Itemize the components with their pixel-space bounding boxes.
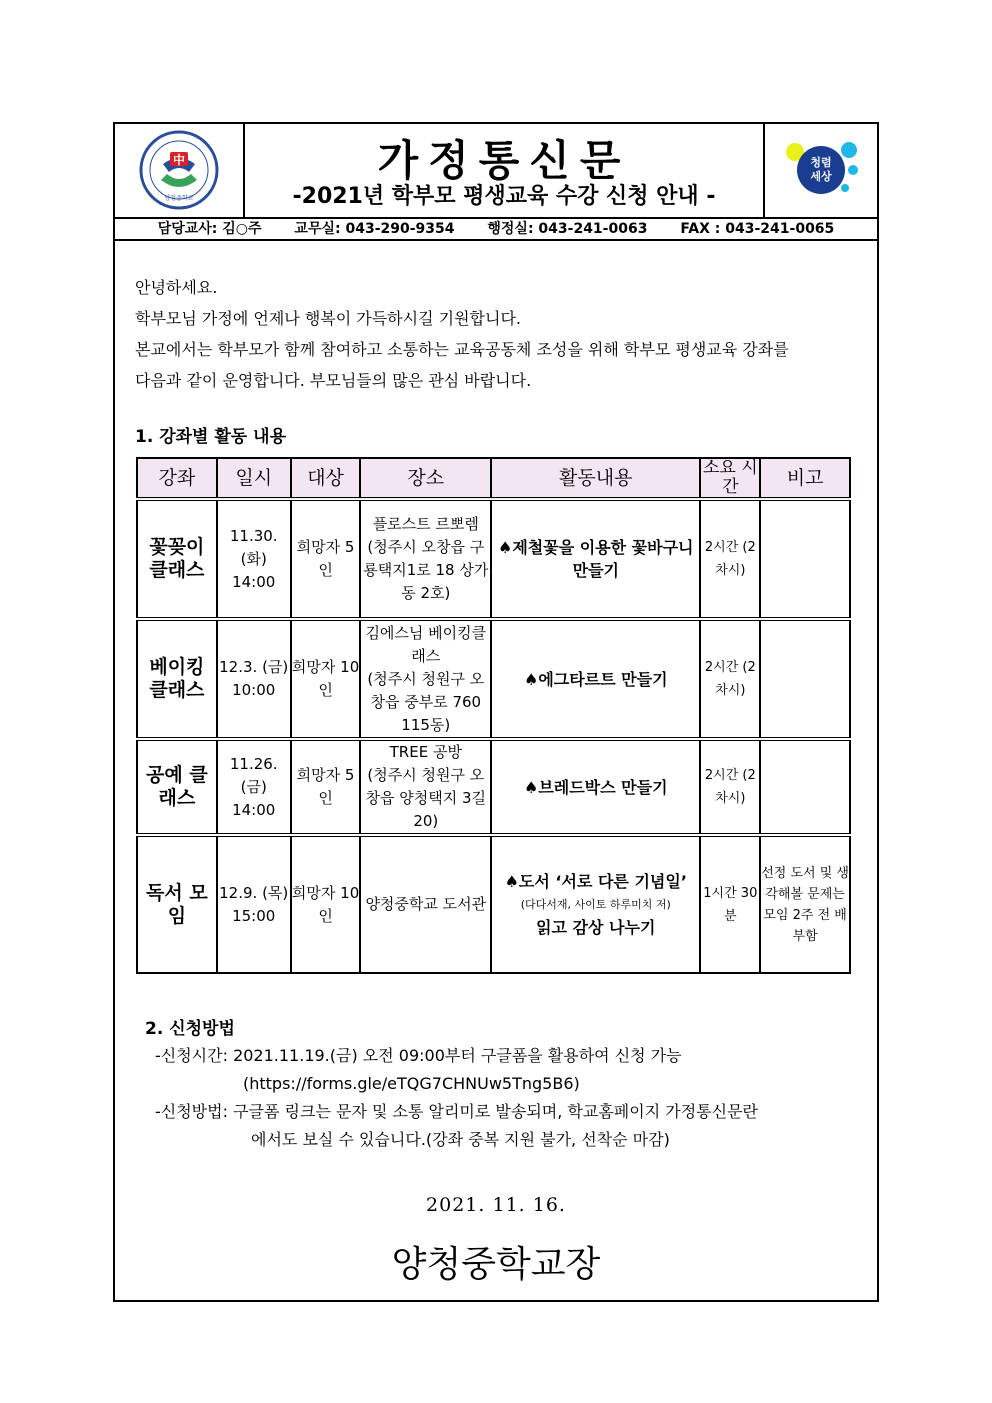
page-title: 가정통신문 xyxy=(377,136,631,185)
place-name: 김에스님 베이킹클래스 xyxy=(365,623,487,665)
course-place xyxy=(360,499,491,619)
course-note: 선정 도서 및 생각해볼 문제는 모임 2주 전 배부함 xyxy=(760,835,850,973)
course-time: 2시간 (2차시) xyxy=(700,499,760,619)
school-emblem-icon xyxy=(115,124,243,217)
table-row xyxy=(137,739,850,835)
header xyxy=(115,124,877,219)
school-logo xyxy=(115,124,245,217)
table-row xyxy=(137,835,850,973)
course-note xyxy=(760,619,850,739)
course-activity: ♠브레드박스 만들기 xyxy=(491,739,700,835)
place-name: 플로스트 르뽀렘 xyxy=(372,515,479,533)
course-target: 희망자 10인 xyxy=(291,619,361,739)
course-note xyxy=(760,499,850,619)
column-header: 활동내용 xyxy=(491,458,700,499)
contact-bar xyxy=(115,219,877,241)
admin-phone: 행정실: 043-241-0063 xyxy=(487,221,648,237)
intro-line: 다음과 같이 운영합니다. 부모님들의 많은 관심 바랍니다. xyxy=(135,371,532,390)
course-date: 11.26. (금) 14:00 xyxy=(217,739,291,835)
column-header: 일시 xyxy=(217,458,291,499)
course-name: 공예 클래스 xyxy=(137,739,217,835)
column-header: 대상 xyxy=(291,458,361,499)
section-1-heading: 1. 강좌별 활동 내용 xyxy=(135,427,286,447)
svg-text:中: 中 xyxy=(172,153,186,167)
integrity-emblem-icon xyxy=(765,124,877,217)
svg-text:세상: 세상 xyxy=(810,170,832,183)
intro-line: 본교에서는 학부모가 함께 참여하고 소통하는 교육공동체 조성을 위해 학부모 평생교육 강좌를 xyxy=(135,340,789,359)
application-url[interactable]: (https://forms.gle/eTQG7CHNUw5Tng5B6) xyxy=(243,1074,580,1093)
place-address: (청주시 오창읍 구룡택지1로 18 상가동 2호) xyxy=(363,538,489,602)
teacher-info: 담당교사: 김○주 xyxy=(157,221,262,237)
course-date: 12.9. (목) 15:00 xyxy=(217,835,291,973)
principal-signature: 양청중학교장 xyxy=(391,1244,601,1285)
office-phone: 교무실: 043-290-9354 xyxy=(294,221,455,237)
course-date: 11.30. (화) 14:00 xyxy=(217,499,291,619)
intro-line: 학부모님 가정에 언제나 행복이 가득하시길 기원합니다. xyxy=(135,309,522,328)
place-name: 양청중학교 도서관 xyxy=(365,895,487,913)
course-place xyxy=(360,835,491,973)
column-header: 장소 xyxy=(360,458,491,499)
intro-line: 안녕하세요. xyxy=(135,278,218,297)
integrity-logo xyxy=(763,124,877,217)
table-row xyxy=(137,499,850,619)
place-address: (청주시 청원구 오창읍 양청택지 3길 20) xyxy=(365,766,487,830)
column-header: 비고 xyxy=(760,458,850,499)
application-method-cont: 에서도 보실 수 있습니다.(강좌 중복 지원 불가, 선착순 마감) xyxy=(251,1130,670,1149)
intro-paragraph xyxy=(135,272,865,396)
section-2-heading: 2. 신청방법 xyxy=(145,1019,235,1039)
svg-text:양청중학교: 양청중학교 xyxy=(164,195,194,202)
activity-title: ♠도서 ‘서로 다른 기념일’ xyxy=(504,871,687,891)
application-method: -신청방법: 구글폼 링크는 문자 및 소통 알리미로 발송되며, 학교홈페이지 가정통신문란 xyxy=(155,1102,758,1121)
course-time: 2시간 (2차시) xyxy=(700,739,760,835)
course-activity: ♠에그타르트 만들기 xyxy=(491,619,700,739)
course-time: 1시간 30분 xyxy=(700,835,760,973)
place-address: (청주시 청원구 오창읍 중부로 760 115동) xyxy=(367,669,485,734)
document-frame xyxy=(113,122,879,1302)
activity-book-info: (다다서재, 사이토 하루미치 저) xyxy=(520,897,671,911)
table-header-row xyxy=(137,458,850,499)
issue-date: 2021. 11. 16. xyxy=(426,1194,566,1216)
course-name: 꽃꽂이 클래스 xyxy=(137,499,217,619)
place-name: TREE 공방 xyxy=(389,743,462,761)
course-place xyxy=(360,739,491,835)
svg-text:청렴: 청렴 xyxy=(810,156,832,169)
table-row xyxy=(137,619,850,739)
fax-number: FAX : 043-241-0065 xyxy=(680,221,835,237)
page-subtitle: -2021년 학부모 평생교육 수강 신청 안내 - xyxy=(292,184,716,209)
course-target: 희망자 5인 xyxy=(291,499,361,619)
course-activity: ♠제철꽃을 이용한 꽃바구니 만들기 xyxy=(491,499,700,619)
course-place xyxy=(360,619,491,739)
course-note xyxy=(760,739,850,835)
course-activity xyxy=(491,835,700,973)
course-table xyxy=(136,457,851,974)
activity-detail: 읽고 감상 나누기 xyxy=(536,917,656,937)
course-target: 희망자 10인 xyxy=(291,835,361,973)
application-time: -신청시간: 2021.11.19.(금) 오전 09:00부터 구글폼을 활용하여 신청 가능 xyxy=(155,1046,682,1065)
course-target: 희망자 5인 xyxy=(291,739,361,835)
course-name: 베이킹 클래스 xyxy=(137,619,217,739)
column-header: 강좌 xyxy=(137,458,217,499)
course-date: 12.3. (금) 10:00 xyxy=(217,619,291,739)
course-time: 2시간 (2차시) xyxy=(700,619,760,739)
course-name: 독서 모임 xyxy=(137,835,217,973)
column-header: 소요 시간 xyxy=(700,458,760,499)
